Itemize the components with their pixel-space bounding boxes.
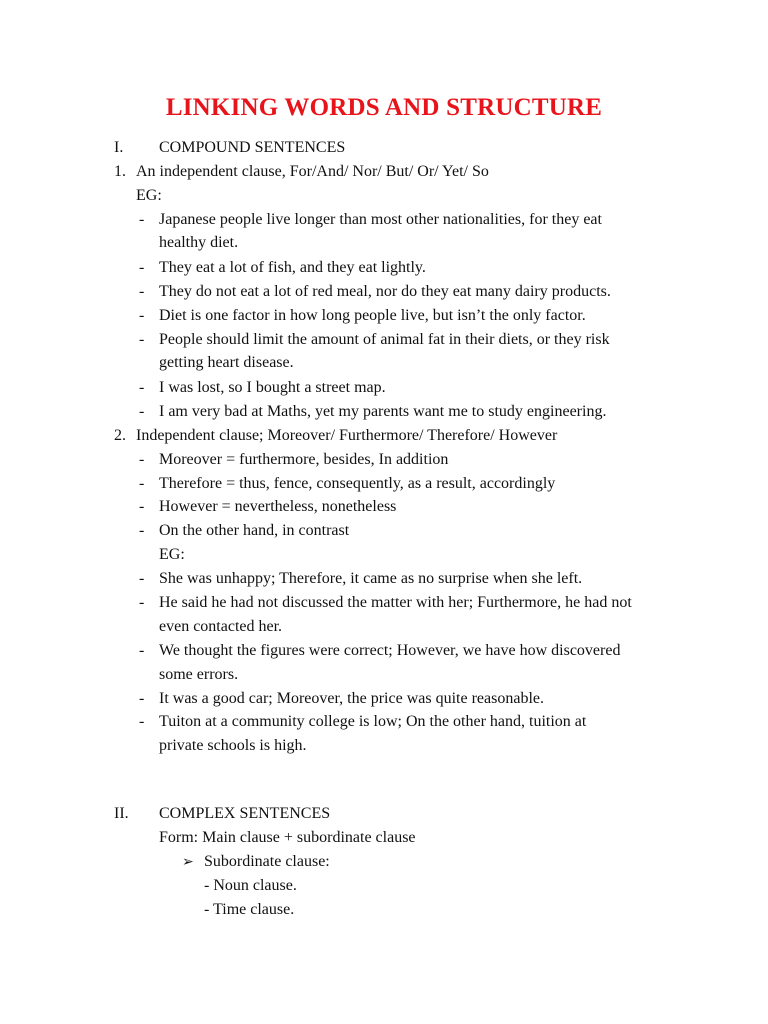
bullet-text: Moreover = furthermore, besides, In addition — [159, 451, 449, 468]
bullet-dash: - — [139, 522, 145, 539]
bullet-text: Japanese people live longer than most other nationalities, for they eat — [159, 211, 602, 228]
bullet-text: Tuiton at a community college is low; On the other hand, tuition at — [159, 713, 587, 730]
bullet-text: She was unhappy; Therefore, it came as no surprise when she left. — [159, 570, 583, 587]
bullet-text: He said he had not discussed the matter with her; Furthermore, he had not — [159, 594, 632, 611]
bullet-dash: - — [139, 475, 145, 492]
bullet-text: However = nevertheless, nonetheless — [159, 498, 397, 515]
sub-item: - Noun clause. — [204, 877, 297, 894]
bullet-dash: - — [139, 211, 145, 228]
bullet-text: On the other hand, in contrast — [159, 522, 350, 539]
bullet-dash: - — [139, 498, 145, 515]
bullet-text-cont: even contacted her. — [159, 618, 283, 635]
bullet-dash: - — [139, 570, 145, 587]
document-title: LINKING WORDS AND STRUCTURE — [165, 94, 603, 121]
bullet-dash: - — [139, 283, 145, 300]
list-number: 1. — [114, 163, 126, 180]
section-heading: COMPLEX SENTENCES — [159, 805, 331, 822]
bullet-dash: - — [139, 379, 145, 396]
bullet-text: Therefore = thus, fence, consequently, as a result, accordingly — [159, 475, 556, 492]
list-number: 2. — [114, 427, 126, 444]
arrow-right-icon: ➢ — [182, 854, 194, 870]
subordinate-heading: Subordinate clause: — [204, 853, 330, 870]
bullet-text: They eat a lot of fish, and they eat lightly. — [159, 259, 426, 276]
example-label: EG: — [159, 546, 185, 563]
bullet-dash: - — [139, 259, 145, 276]
bullet-text: They do not eat a lot of red meal, nor do they eat many dairy products. — [159, 283, 611, 300]
bullet-dash: - — [139, 594, 145, 611]
sub-item: - Time clause. — [204, 901, 295, 918]
form-description: Form: Main clause + subordinate clause — [159, 829, 416, 846]
bullet-dash: - — [139, 690, 145, 707]
bullet-text: People should limit the amount of animal fat in their diets, or they risk — [159, 331, 610, 348]
bullet-text-cont: healthy diet. — [159, 234, 239, 251]
section-numeral: II. — [114, 805, 129, 822]
bullet-text-cont: getting heart disease. — [159, 354, 294, 371]
list-item-text: Independent clause; Moreover/ Furthermore/ Therefore/ However — [136, 427, 558, 444]
bullet-text: Diet is one factor in how long people live, but isn’t the only factor. — [159, 307, 586, 324]
section-heading: COMPOUND SENTENCES — [159, 139, 346, 156]
bullet-dash: - — [139, 331, 145, 348]
bullet-text: I was lost, so I bought a street map. — [159, 379, 386, 396]
bullet-text: I am very bad at Maths, yet my parents want me to study engineering. — [159, 403, 607, 420]
bullet-text-cont: private schools is high. — [159, 737, 307, 754]
bullet-text-cont: some errors. — [159, 666, 239, 683]
list-item-text: An independent clause, For/And/ Nor/ But/ Or/ Yet/ So — [136, 163, 489, 180]
bullet-dash: - — [139, 403, 145, 420]
example-label: EG: — [136, 187, 162, 204]
bullet-text: We thought the figures were correct; However, we have how discovered — [159, 642, 621, 659]
section-numeral: I. — [114, 139, 124, 156]
bullet-dash: - — [139, 307, 145, 324]
bullet-dash: - — [139, 642, 145, 659]
bullet-dash: - — [139, 713, 145, 730]
bullet-text: It was a good car; Moreover, the price was quite reasonable. — [159, 690, 544, 707]
bullet-dash: - — [139, 451, 145, 468]
